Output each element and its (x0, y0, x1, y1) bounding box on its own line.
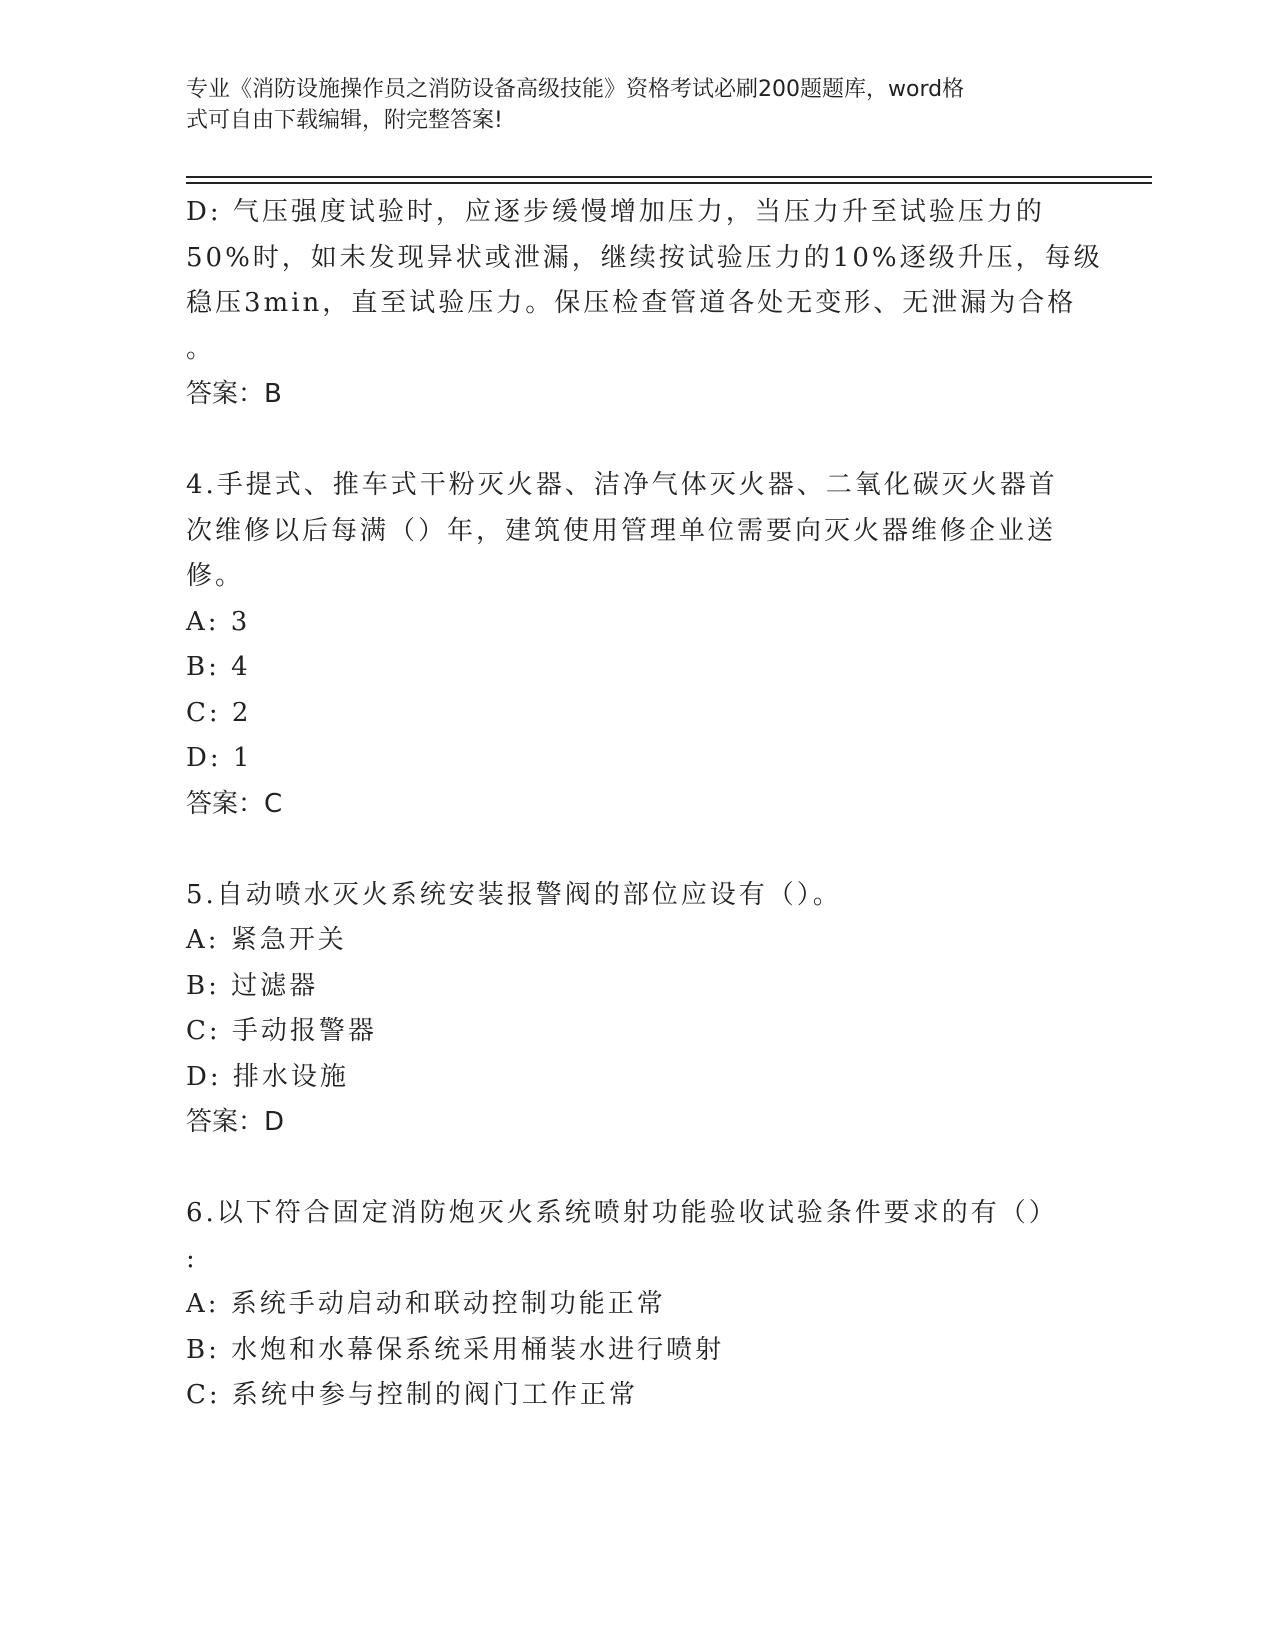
option-d-line-2: 50%时，如未发现异状或泄漏，继续按试验压力的10%逐级升压，每级 (186, 242, 1103, 273)
header-line-1: 专业《消防设施操作员之消防设备高级技能》资格考试必刷200题题库，word格 (186, 77, 965, 102)
document-header (186, 74, 1066, 136)
option-a: A: 紧急开关 (186, 925, 347, 955)
option-a: A: 3 (186, 606, 251, 637)
question-4 (186, 463, 1086, 827)
spacer (186, 1146, 1086, 1192)
question-stem-line: 4.手提式、推车式干粉灭火器、洁净气体灭火器、二氧化碳灭火器首 (186, 470, 1058, 500)
option-d-line-3: 稳压3min，直至试验压力。保压检查管道各处无变形、无泄漏为合格 (186, 288, 1077, 318)
question-stem-line: 修。 (186, 561, 245, 591)
option-c: C: 系统中参与控制的阀门工作正常 (186, 1380, 638, 1410)
header-divider-bottom (186, 182, 1152, 184)
question-content (186, 190, 1103, 1419)
option-b: B: 4 (186, 652, 251, 682)
answer-label: 答案：C (186, 788, 283, 819)
option-a: A: 系统手动启动和联动控制功能正常 (186, 1289, 666, 1319)
option-d-line-1: D: 气压强度试验时，应逐步缓慢增加压力，当压力升至试验压力的 (186, 197, 1045, 227)
option-d: D: 1 (186, 743, 253, 773)
answer-label: 答案：B (186, 379, 282, 409)
spacer (186, 827, 1086, 873)
option-b: B: 水炮和水幕保系统采用桶装水进行喷射 (186, 1334, 725, 1365)
question-6 (186, 1191, 1086, 1419)
question-stem-line: 6.以下符合固定消防炮灭火系统喷射功能验收试验条件要求的有（） (186, 1198, 1058, 1228)
option-c: C: 2 (186, 697, 252, 728)
header-divider-top (186, 176, 1152, 178)
option-c: C: 手动报警器 (186, 1016, 377, 1046)
question-stem-line: : (186, 1243, 198, 1274)
header-line-2: 式可自由下载编辑，附完整答案! (186, 108, 503, 133)
option-b: B: 过滤器 (186, 970, 319, 1001)
question-stem-line: 5.自动喷水灭火系统安装报警阀的部位应设有（）。 (186, 879, 842, 910)
answer-label: 答案：D (186, 1107, 285, 1137)
question-stem-line: 次维修以后每满（）年，建筑使用管理单位需要向灭火器维修企业送 (186, 515, 1057, 546)
question-5 (186, 873, 1086, 1146)
option-d-line-4: 。 (186, 333, 216, 364)
spacer (186, 418, 1086, 464)
prev-question-block (186, 190, 1103, 418)
option-d: D: 排水设施 (186, 1061, 349, 1092)
